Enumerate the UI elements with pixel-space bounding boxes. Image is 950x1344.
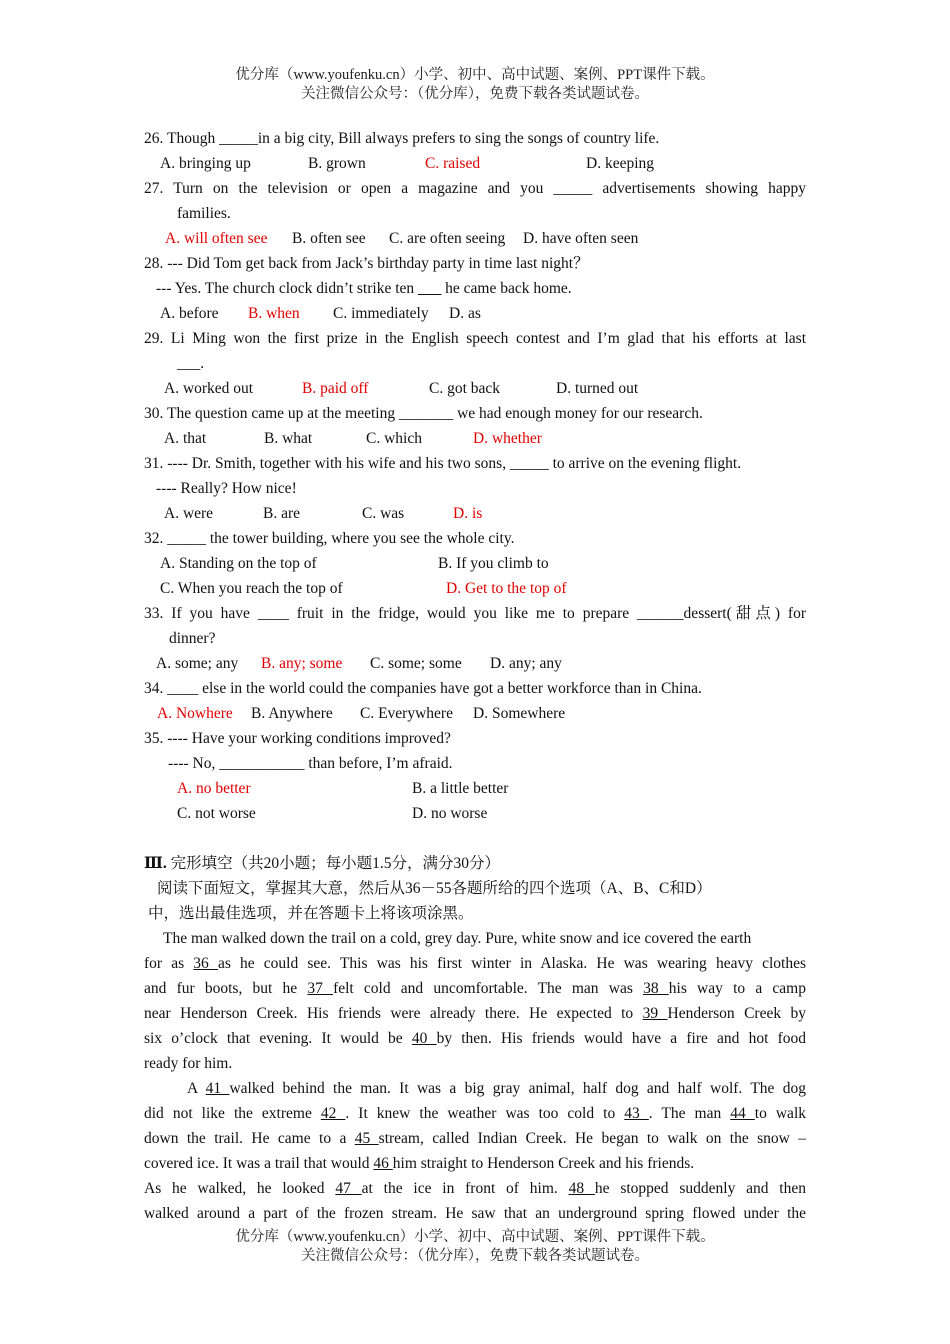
section-spacer <box>144 826 806 851</box>
passage-text: did not like the extreme <box>144 1105 321 1122</box>
q31-stem-line-2: ---- Really? How nice! <box>156 480 297 497</box>
q26-options <box>144 151 806 176</box>
q31-options <box>144 501 806 526</box>
q29-stem-line-1: 29. Li Ming won the first prize in the English speech contest and I’m glad that his efforts at last <box>144 330 806 347</box>
q27-option-a-answer[interactable]: A. will often see <box>165 230 268 247</box>
passage-text: . It knew the weather was too cold to <box>345 1105 625 1122</box>
q28-options <box>144 301 806 326</box>
q27-option-d[interactable]: D. have often seen <box>523 230 639 247</box>
q35-option-b[interactable]: B. a little better <box>412 780 509 797</box>
passage-text: stream, called Indian Creek. He began to walk on the snow – <box>378 1130 806 1147</box>
passage-text: down the trail. He came to a <box>144 1130 355 1147</box>
blank-47[interactable]: 47 <box>335 1180 362 1197</box>
header-line-2: 关注微信公众号：（优分库），免费下载各类试题试卷。 <box>301 86 649 102</box>
passage-p2-line-1 <box>144 1076 806 1101</box>
q31-option-b[interactable]: B. are <box>263 505 301 522</box>
passage-p1-line-2 <box>144 951 806 976</box>
q26-option-c-answer[interactable]: C. raised <box>425 155 481 172</box>
blank-41[interactable]: 41 <box>205 1080 230 1097</box>
q29-option-b-answer[interactable]: B. paid off <box>302 380 369 397</box>
q31-option-d-answer[interactable]: D. is <box>453 505 483 522</box>
q28-stem-line-1: 28. --- Did Tom get back from Jack’s birthday party in time last night？ <box>144 255 589 272</box>
q34-option-c[interactable]: C. Everywhere <box>360 705 453 722</box>
blank-45[interactable]: 45 <box>354 1130 379 1147</box>
passage-p1-line-1: The man walked down the trail on a cold, grey day. Pure, white snow and ice covered the earth <box>163 930 752 947</box>
passage-p2-line-2 <box>144 1101 806 1126</box>
passage-p1-line-3 <box>144 976 806 1001</box>
section-3-title: 完形填空（共20小题；每小题1.5分，满分30分） <box>166 855 501 872</box>
passage-text: and fur boots, but he <box>144 980 308 997</box>
q29-stem-line-2: ___. <box>177 355 205 372</box>
blank-46[interactable]: 46 <box>373 1155 393 1172</box>
passage-text: his way to a camp <box>668 980 806 997</box>
q27-stem-line-2: families. <box>177 205 231 222</box>
passage-p3-line-1 <box>144 1176 806 1201</box>
q35-option-d[interactable]: D. no worse <box>412 805 488 822</box>
passage-text: he stopped suddenly and then <box>594 1180 806 1197</box>
q31-option-a[interactable]: A. were <box>164 505 214 522</box>
q28-stem-line-2 <box>144 276 806 301</box>
blank-36[interactable]: 36 <box>193 955 218 972</box>
q34-option-a-answer[interactable]: A. Nowhere <box>157 705 233 722</box>
q33-option-a[interactable]: A. some; any <box>156 655 239 672</box>
q28-blank: ___ <box>418 280 442 297</box>
q31-stem-line-1: 31. ---- Dr. Smith, together with his wife and his two sons, _____ to arrive on the evening flight. <box>144 455 742 472</box>
blank-37[interactable]: 37 <box>307 980 334 997</box>
q26-option-a[interactable]: A. bringing up <box>160 155 251 172</box>
q30-option-c[interactable]: C. which <box>366 430 422 447</box>
blank-48[interactable]: 48 <box>568 1180 595 1197</box>
q34-option-d[interactable]: D. Somewhere <box>473 705 566 722</box>
q33-stem-line-2: dinner? <box>169 630 216 647</box>
passage-p1-line-6: ready for him. <box>144 1055 233 1072</box>
q30-options <box>144 426 806 451</box>
passage-text: as he could see. This was his first winter in Alaska. He was wearing heavy clothes <box>217 955 807 972</box>
q32-options-row-1 <box>144 551 806 576</box>
q34-options <box>144 701 806 726</box>
q35-options-row-2 <box>144 801 806 826</box>
q30-option-a[interactable]: A. that <box>164 430 207 447</box>
q27-option-b[interactable]: B. often see <box>292 230 366 247</box>
blank-38[interactable]: 38 <box>643 980 669 997</box>
q35-option-c[interactable]: C. not worse <box>177 805 256 822</box>
q34-stem: 34. ____ else in the world could the companies have got a better workforce than in China. <box>144 680 702 697</box>
passage-text: six o’clock that evening. It would be <box>144 1030 412 1047</box>
exam-content <box>144 126 806 1226</box>
header-line-1: 优分库（www.youfenku.cn）小学、初中、高中试题、案例、PPT课件下载。 <box>235 67 715 83</box>
q35-options-row-1 <box>144 776 806 801</box>
page-footer <box>0 1228 950 1266</box>
q33-stem-line-1: 33. If you have ____ fruit in the fridge, would you like me to prepare ______dessert(甜点) for <box>144 605 806 622</box>
footer-line-1: 优分库（www.youfenku.cn）小学、初中、高中试题、案例、PPT课件下载。 <box>235 1229 715 1245</box>
passage-text: covered ice. It was a trail that would <box>144 1155 374 1172</box>
blank-40[interactable]: 40 <box>411 1030 437 1047</box>
section-3-instruction-line-1: 阅读下面短文，掌握其大意，然后从36－55各题所给的四个选项（A、B、C和D） <box>157 880 712 897</box>
q32-option-a[interactable]: A. Standing on the top of <box>160 555 317 572</box>
section-3-numeral: Ⅲ. <box>144 855 167 872</box>
q27-options <box>144 226 806 251</box>
footer-line-2: 关注微信公众号：（优分库），免费下载各类试题试卷。 <box>301 1248 649 1264</box>
q28-stem-part-1: --- Yes. The church clock didn’t strike ten <box>156 280 419 297</box>
q32-options-row-2 <box>144 576 806 601</box>
q30-stem: 30. The question came up at the meeting _______ we had enough money for our research. <box>144 405 703 422</box>
q28-option-b-answer[interactable]: B. when <box>248 305 300 322</box>
q32-option-b[interactable]: B. If you climb to <box>438 555 549 572</box>
q32-option-c[interactable]: C. When you reach the top of <box>160 580 343 597</box>
passage-text: walked behind the man. It was a big gray animal, half dog and half wolf. The dog <box>229 1080 807 1097</box>
blank-39[interactable]: 39 <box>642 1005 668 1022</box>
q35-stem-line-1: 35. ---- Have your working conditions improved? <box>144 730 451 747</box>
passage-text: felt cold and uncomfortable. The man was <box>333 980 644 997</box>
q33-options <box>144 651 806 676</box>
q32-stem: 32. _____ the tower building, where you see the whole city. <box>144 530 515 547</box>
passage-text: for as <box>144 955 194 972</box>
q30-option-b[interactable]: B. what <box>264 430 313 447</box>
q33-option-c[interactable]: C. some; some <box>370 655 462 672</box>
passage-text: A <box>187 1080 206 1097</box>
q28-stem-part-2: he came back home. <box>441 280 572 297</box>
q35-stem-line-2: ---- No, ___________ than before, I’m afraid. <box>168 755 453 772</box>
q29-option-d[interactable]: D. turned out <box>556 380 639 397</box>
passage-text: him straight to Henderson Creek and his friends. <box>392 1155 695 1172</box>
q29-option-a[interactable]: A. worked out <box>164 380 254 397</box>
passage-p1-line-5 <box>144 1026 806 1051</box>
passage-p2-line-4 <box>144 1151 806 1176</box>
q35-option-a-answer[interactable]: A. no better <box>177 780 251 797</box>
section-3-instruction-line-2: 中，选出最佳选项，并在答题卡上将该项涂黑。 <box>148 905 474 922</box>
q28-option-a[interactable]: A. before <box>160 305 219 322</box>
q29-options <box>144 376 806 401</box>
q29-option-c[interactable]: C. got back <box>429 380 501 397</box>
q32-option-d-answer[interactable]: D. Get to the top of <box>446 580 567 597</box>
blank-42[interactable]: 42 <box>320 1105 346 1122</box>
q34-option-b[interactable]: B. Anywhere <box>251 705 333 722</box>
passage-text: to walk <box>754 1105 806 1122</box>
q33-option-b-answer[interactable]: B. any; some <box>261 655 343 672</box>
blank-44[interactable]: 44 <box>730 1105 755 1122</box>
passage-text: . The man <box>648 1105 731 1122</box>
q30-option-d-answer[interactable]: D. whether <box>473 430 542 447</box>
q26-option-b[interactable]: B. grown <box>308 155 366 172</box>
passage-text: As he walked, he looked <box>144 1180 336 1197</box>
q33-option-d[interactable]: D. any; any <box>490 655 562 672</box>
passage-p1-line-4 <box>144 1001 806 1026</box>
q26-option-d[interactable]: D. keeping <box>586 155 655 172</box>
passage-text: by then. His friends would have a fire and hot food <box>436 1030 806 1047</box>
passage-text: at the ice in front of him. <box>361 1180 569 1197</box>
passage-text: near Henderson Creek. His friends were already there. He expected to <box>144 1005 643 1022</box>
q28-option-c[interactable]: C. immediately <box>333 305 429 322</box>
passage-p2-line-3 <box>144 1126 806 1151</box>
q31-option-c[interactable]: C. was <box>362 505 405 522</box>
q26-stem: 26. Though _____in a big city, Bill always prefers to sing the songs of country life. <box>144 130 660 147</box>
passage-text: Henderson Creek by <box>667 1005 807 1022</box>
q27-option-c[interactable]: C. are often seeing <box>389 230 506 247</box>
page-header <box>0 66 950 104</box>
passage-p3-line-2: walked around a part of the frozen stream. He saw that an underground spring flowed under the <box>144 1205 806 1222</box>
q27-stem-line-1: 27. Turn on the television or open a magazine and you _____ advertisements showing happy <box>144 180 806 197</box>
q28-option-d[interactable]: D. as <box>449 305 481 322</box>
section-3-heading <box>144 851 806 876</box>
blank-43[interactable]: 43 <box>624 1105 649 1122</box>
